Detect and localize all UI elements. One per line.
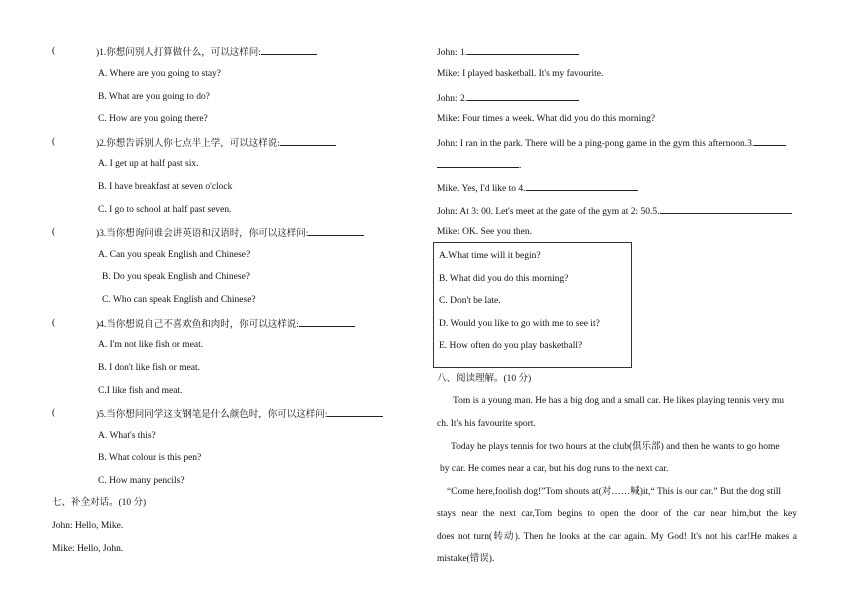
option-a: A. Can you speak English and Chinese? [98, 250, 251, 260]
option-c: C. I go to school at half past seven. [98, 205, 232, 215]
option-c: C. How many pencils? [98, 476, 185, 486]
question-text: )5.当你想问同学这支钢笔是什么颜色时，你可以这样问: [96, 410, 328, 420]
choices-box [433, 242, 632, 368]
option-c: C. How are you going there? [98, 114, 208, 124]
option-b: B. What are you going to do? [98, 92, 210, 102]
passage-line: Tom is a young man. He has a big dog and a small car. He likes playing tennis very mu [453, 396, 784, 406]
passage-line: “Come here,foolish dog!”Tom shouts at(对……喊)it,“ This is our car.” But the dog still [447, 487, 781, 497]
passage-line: by car. He comes near a car, but his dog runs to the next car. [440, 464, 669, 474]
answer-blank[interactable] [526, 181, 638, 191]
choice-a: A.What time will it begin? [439, 251, 541, 261]
passage-line: stays near the next car,Tom begins to open the door of the car near him,but the key [437, 509, 797, 519]
passage-line: Today he plays tennis for two hours at the club(俱乐部) and then he wants to go home [451, 442, 780, 452]
choice-e: E. How often do you play basketball? [439, 341, 583, 351]
dialog-line: Mike: Hello, John. [52, 544, 124, 554]
option-b: B. Do you speak English and Chinese? [102, 272, 251, 282]
answer-blank[interactable] [754, 136, 786, 146]
answer-paren: ( [52, 408, 56, 418]
choice-b: B. What did you do this morning? [439, 274, 569, 284]
answer-blank[interactable] [467, 45, 579, 55]
passage-line: mistake(错误). [437, 554, 495, 564]
option-a: A. I get up at half past six. [98, 159, 199, 169]
dialog-line-5: John: At 3: 00. Let's meet at the gate of the gym at 2: 50.5. [437, 204, 792, 218]
answer-blank[interactable] [467, 91, 579, 101]
option-a: A. I'm not like fish or meat. [98, 340, 204, 350]
question-text: )4.当你想说自己不喜欢鱼和肉时，你可以这样说: [96, 320, 299, 330]
dialog-line-3: John: I ran in the park. There will be a ping-pong game in the gym this afternoon.3. [437, 136, 786, 150]
dialog-line-1: John: 1. [437, 45, 579, 59]
answer-paren: ( [52, 137, 56, 147]
dialog-line-4: Mike. Yes, I'd like to 4. [437, 181, 638, 195]
answer-blank[interactable] [280, 136, 336, 146]
answer-blank[interactable] [327, 407, 383, 417]
question-text: )1.你想问别人打算做什么，可以这样问: [96, 48, 261, 58]
option-c: C. Who can speak English and Chinese? [102, 295, 256, 305]
passage-line: does not turn(转动). Then he looks at the car again. My God! It's not his car!He makes a [437, 532, 797, 542]
dialog-line-2: John: 2. [437, 91, 579, 105]
answer-blank[interactable] [660, 204, 792, 214]
answer-paren: ( [52, 318, 56, 328]
question-text: )2.你想告诉别人你七点半上学，可以这样说: [96, 139, 280, 149]
answer-blank[interactable] [437, 158, 519, 168]
option-a: A. What's this? [98, 431, 156, 441]
choice-d: D. Would you like to go with me to see it? [439, 319, 600, 329]
dialog-line-3-cont: . [437, 158, 521, 172]
answer-blank[interactable] [308, 226, 364, 236]
answer-paren: ( [52, 227, 56, 237]
answer-blank[interactable] [261, 45, 317, 55]
dialog-line: Mike: I played basketball. It's my favourite. [437, 69, 604, 79]
section-8-title: 八、阅读理解。(10 分) [437, 374, 532, 384]
dialog-line: John: Hello, Mike. [52, 521, 124, 531]
dialog-line: Mike: Four times a week. What did you do this morning? [437, 114, 656, 124]
option-b: B. I don't like fish or meat. [98, 363, 200, 373]
option-c: C.I like fish and meat. [98, 386, 183, 396]
section-7-title: 七、补全对话。(10 分) [52, 498, 147, 508]
question-text: )3.当你想询问谁会讲英语和汉语时，你可以这样问: [96, 229, 309, 239]
answer-blank[interactable] [299, 317, 355, 327]
option-b: B. What colour is this pen? [98, 453, 202, 463]
answer-paren: ( [52, 46, 56, 56]
option-b: B. I have breakfast at seven o'clock [98, 182, 233, 192]
dialog-line: Mike: OK. See you then. [437, 227, 532, 237]
option-a: A. Where are you going to stay? [98, 69, 222, 79]
passage-line: ch. It's his favourite sport. [437, 419, 536, 429]
choice-c: C. Don't be late. [439, 296, 501, 306]
